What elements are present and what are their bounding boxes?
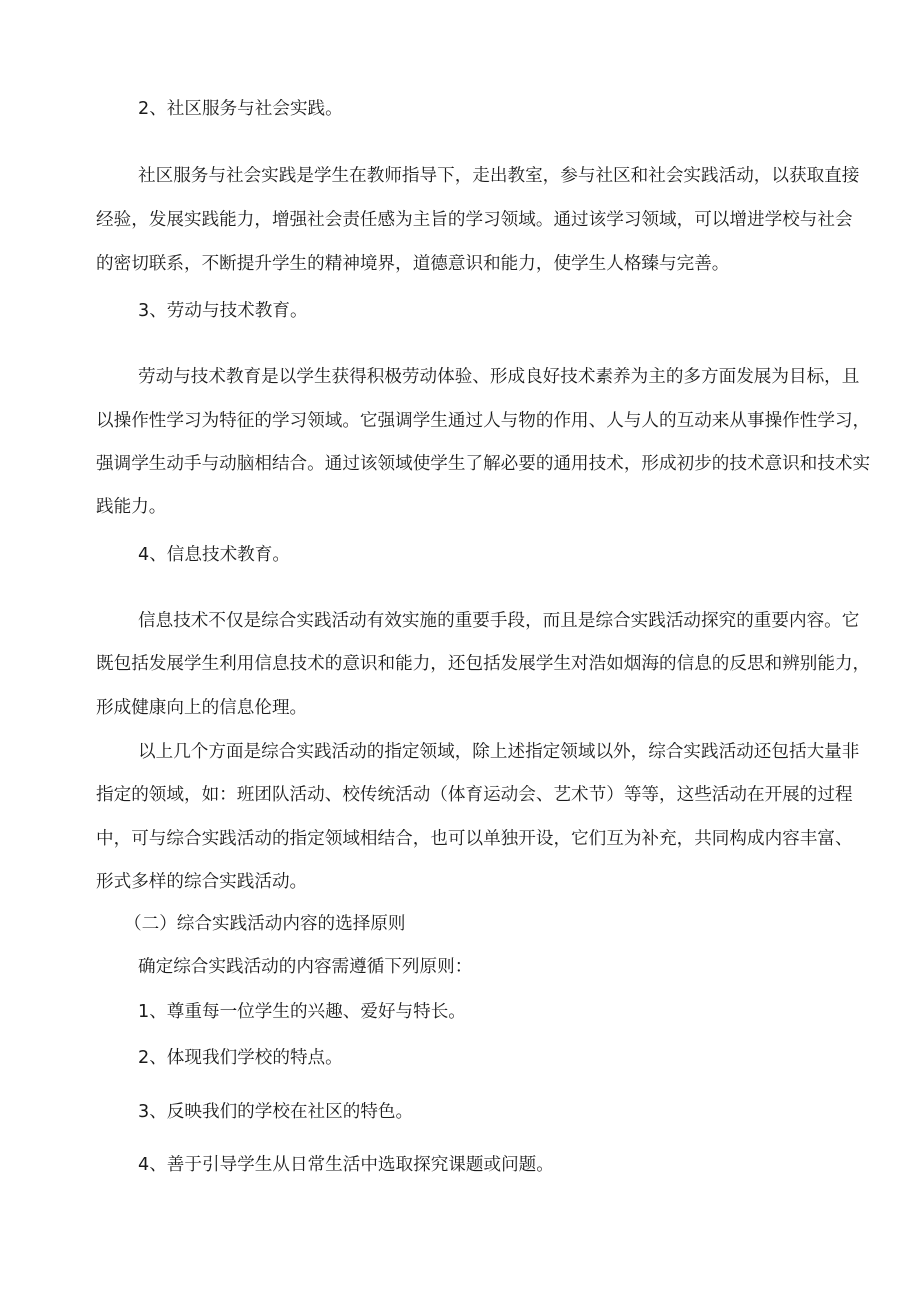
section-heading-community-service: 2、社区服务与社会实践。 <box>138 99 343 119</box>
paragraph-line <box>138 366 860 388</box>
paragraph-text: 强调学生动手与动脑相结合。通过该领域使学生了解必要的通用技术，形成初步的技术意识和技术实 <box>96 454 871 474</box>
paragraph-text: 信息技术不仅是综合实践活动有效实施的重要手段，而且是综合实践活动探究的重要内容。它 <box>138 611 860 631</box>
subsection-heading: （二）综合实践活动内容的选择原则 <box>124 914 406 934</box>
paragraph-text: 指定的领域，如：班团队活动、校传统活动（体育运动会、艺术节）等等，这些活动在开展的过程 <box>96 785 853 805</box>
paragraph-text: 劳动与技术教育是以学生获得积极劳动体验、形成良好技术素养为主的多方面发展为目标，且 <box>138 367 860 387</box>
section-heading-information-technology: 4、信息技术教育。 <box>138 545 290 565</box>
paragraph-line: 的密切联系，不断提升学生的精神境界，道德意识和能力，使学生人格臻与完善。 <box>96 254 730 274</box>
paragraph-line: 形成健康向上的信息伦理。 <box>96 698 308 718</box>
paragraph-line <box>96 209 853 231</box>
paragraph-line <box>138 610 860 632</box>
paragraph-text: 以操作性学习为特征的学习领域。它强调学生通过人与物的作用、人与人的互动来从事操作性学习， <box>96 411 871 431</box>
principle-item-2: 2、体现我们学校的特点。 <box>138 1048 343 1068</box>
paragraph-line: 践能力。 <box>96 497 167 517</box>
paragraph-line <box>96 828 853 850</box>
paragraph-line <box>138 741 860 763</box>
paragraph-text: 经验，发展实践能力，增强社会责任感为主旨的学习领域。通过该学习领域，可以增进学校与社会 <box>96 210 853 230</box>
principles-intro: 确定综合实践活动的内容需遵循下列原则： <box>138 957 473 977</box>
paragraph-text: 中，可与综合实践活动的指定领域相结合，也可以单独开设，它们互为补充，共同构成内容丰富、 <box>96 829 853 849</box>
paragraph-text: 社区服务与社会实践是学生在教师指导下，走出教室，参与社区和社会实践活动，以获取直接 <box>138 166 860 186</box>
paragraph-line <box>96 453 871 475</box>
principle-item-4: 4、善于引导学生从日常生活中选取探究课题或问题。 <box>138 1155 554 1175</box>
principle-item-1: 1、尊重每一位学生的兴趣、爱好与特长。 <box>138 1002 466 1022</box>
paragraph-line: 形式多样的综合实践活动。 <box>96 872 308 892</box>
paragraph-line <box>96 410 871 432</box>
paragraph-line <box>138 165 860 187</box>
principle-item-3: 3、反映我们的学校在社区的特色。 <box>138 1102 414 1122</box>
paragraph-text: 既包括发展学生利用信息技术的意识和能力，还包括发展学生对浩如烟海的信息的反思和辨别能力， <box>96 654 871 674</box>
paragraph-line <box>96 653 871 675</box>
section-heading-labor-technology: 3、劳动与技术教育。 <box>138 301 308 321</box>
paragraph-line <box>96 784 853 806</box>
paragraph-text: 以上几个方面是综合实践活动的指定领域，除上述指定领域以外，综合实践活动还包括大量非 <box>138 742 860 762</box>
